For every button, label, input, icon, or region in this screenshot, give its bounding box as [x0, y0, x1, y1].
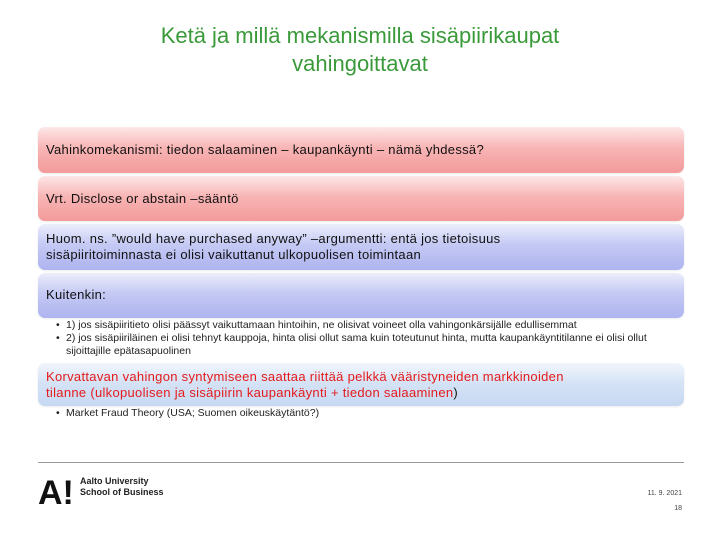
aalto-logo-icon — [38, 473, 78, 507]
bullet-item: • 1) jos sisäpiiritieto olisi päässyt vaikuttamaan hintoihin, ne olisivat voineet olla vahingonkärsijälle edullisemmat — [56, 319, 686, 332]
bar-would-have-purchased-line2: sisäpiiritoiminnasta ei olisi vaikuttanut ulkopuolisen toimintaan — [46, 247, 422, 262]
org-name-line2: School of Business — [80, 487, 164, 497]
bar-damage-mechanism-text: Vahinkomekanismi: tiedon salaaminen – kaupankäynti – nämä yhdessä? — [46, 142, 484, 157]
bar-compensable-damage-line1: Korvattavan vahingon syntymiseen saattaa riittää pelkkä vääristyneiden markkinoiden — [46, 369, 564, 384]
bar-however-text: Kuitenkin: — [46, 287, 107, 302]
org-name-line1: Aalto University — [80, 476, 149, 486]
bar-disclose-or-abstain-text: Vrt. Disclose or abstain –sääntö — [46, 191, 239, 206]
slide-title — [60, 22, 660, 78]
bullet-item: • Market Fraud Theory (USA; Suomen oikeuskäytäntö?) — [56, 407, 686, 420]
bar-compensable-damage-close: ) — [453, 385, 459, 400]
bar-compensable-damage-line2-wrap — [46, 385, 676, 401]
slide-page-number: 18 — [674, 505, 682, 512]
bullet-list-however — [56, 319, 686, 358]
org-name — [80, 476, 164, 498]
slide-title-line2: vahingoittavat — [292, 51, 428, 76]
bar-would-have-purchased-line1: Huom. ns. ”would have purchased anyway” –argumentti: entä jos tietoisuus — [46, 231, 501, 246]
bar-damage-mechanism — [38, 127, 684, 173]
slide-date: 11. 9. 2021 — [647, 490, 682, 497]
bullet-item: • 2) jos sisäpiiriläinen ei olisi tehnyt kauppoja, hinta olisi ollut sama kuin toteutunut hinta, mutta kaupankäyntitilanne ei olisi ollut sijoittajille epätasapuolinen — [56, 332, 686, 358]
aalto-logo-letter: A! — [38, 474, 74, 507]
bar-disclose-or-abstain — [38, 176, 684, 221]
bar-compensable-damage — [38, 363, 684, 406]
bar-would-have-purchased — [38, 224, 684, 270]
bar-compensable-damage-line2: tilanne (ulkopuolisen ja sisäpiirin kaupankäynti + tiedon salaaminen — [46, 385, 454, 400]
footer-divider — [38, 462, 684, 463]
slide-title-line1: Ketä ja millä mekanismilla sisäpiirikaupat — [160, 23, 560, 48]
bar-however — [38, 273, 684, 318]
bullet-list-market-fraud — [56, 407, 686, 420]
